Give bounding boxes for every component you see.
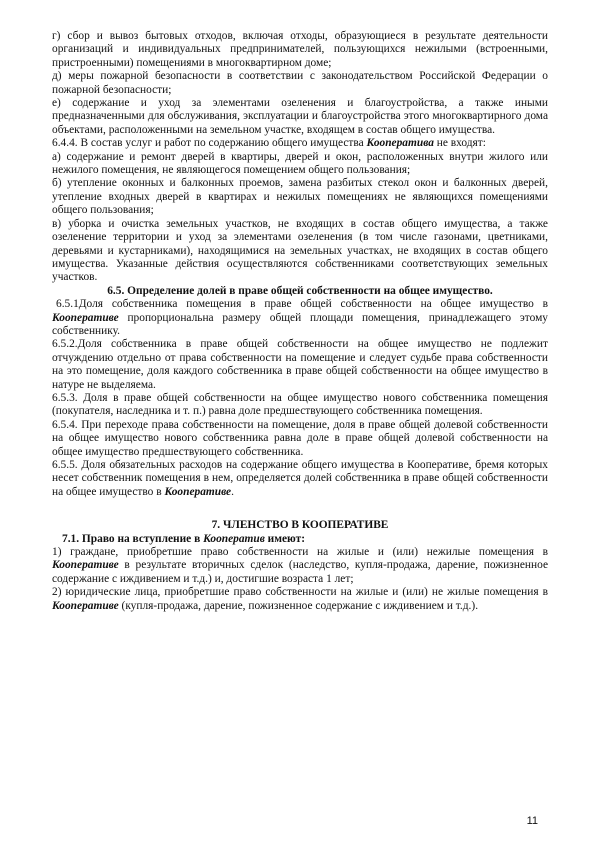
cooperative-term: Кооператив xyxy=(203,532,265,545)
section-7-title: 7. ЧЛЕНСТВО В КООПЕРАТИВЕ xyxy=(211,519,389,532)
clause-6-5-2: 6.5.2.Доля собственника в праве общей собственности на общее имущество не подлежит отчуждению отдельно от права собственности на помещение и следует судьбе права собственности на это помещение, доля каждого собственника в праве общей собственности на общее имущество в натуре не выделяема. xyxy=(52,338,548,391)
clause-text: (купля-продажа, дарение, пожизненное содержание с иждивением и т.д.). xyxy=(118,599,479,612)
item-a: а) содержание и ремонт дверей в квартиры, дверей и окон, расположенных внутри жилого или нежилого помещения, не являющегося помещением общего пользования; xyxy=(52,150,548,177)
clause-text: 7.1. Право на вступление в xyxy=(62,532,204,545)
cooperative-term: Кооперативе xyxy=(52,599,119,612)
clause-text: не входят: xyxy=(433,137,486,150)
item-v: в) уборка и очистка земельных участков, не входящих в состав общего имущества, а также озеленение территории и уход за элементами озеленения (в том числе газонами, цветниками, деревьями и кустарниками), находящимися на земельных участках, не входящих в состав общего имущества. Указанные действия осуществляются собственниками соответствующих земельных участков. xyxy=(52,217,548,284)
clause-6-5-3: 6.5.3. Доля в праве общей собственности на общее имущество нового собственника помещения (покупателя, наследника и т. п.) равна доле предшествующего собственника помещения. xyxy=(52,391,548,418)
clause-text: 1) граждане, приобретшие право собственности на жилые и (или) нежилые помещения в xyxy=(52,546,548,559)
clause-text: 2) юридические лица, приобретшие право собственности на жилые и (или) не жилые помещения в xyxy=(52,586,548,599)
clause-text: . xyxy=(231,485,234,498)
cooperative-term: Кооперативе xyxy=(164,485,232,498)
item-d: д) меры пожарной безопасности в соответствии с законодательством Российской Федерации о пожарной безопасности; xyxy=(52,70,548,96)
cooperative-term: Кооперативе xyxy=(52,311,119,324)
page-number: 11 xyxy=(526,815,538,827)
item-e: е) содержание и уход за элементами озеленения и благоустройства, а также иными предназначенными для обслуживания, эксплуатации и благоустройства этого многоквартирного дома объектами, расположенными на земельном участке, входящем в состав общего имущества. xyxy=(52,97,548,136)
clause-7-1-1 xyxy=(52,546,548,586)
clause-text: 6.4.4. В состав услуг и работ по содержанию общего имущества xyxy=(52,137,367,150)
page-body xyxy=(52,30,548,613)
clause-6-5-5 xyxy=(52,459,548,499)
clause-text: пропорциональна размеру общей площади помещения, принадлежащего этому собственнику. xyxy=(52,311,548,337)
clause-6-5-4: 6.5.4. При переходе права собственности на помещение, доля в праве общей долевой собственности на общее имущество нового собственника равна доле в праве общей долевой собственности на общее имущество предшествующего собственника. xyxy=(52,418,548,458)
clause-7-1 xyxy=(52,533,548,546)
clause-7-1-2 xyxy=(52,586,548,613)
item-b: б) утепление оконных и балконных проемов, замена разбитых стекол окон и балконных дверей, утепление входных дверей в квартирах и нежилых помещениях не являющихся помещениями общего пользования; xyxy=(52,177,548,217)
clause-6-4-4 xyxy=(52,137,548,150)
cooperative-term: Кооператива xyxy=(366,137,434,150)
clause-text: 6.5.5. Доля обязательных расходов на содержание общего имущества в Кооперативе, бремя которых несет собственник помещения в нем, определяется долей собственника в праве общей собственности на общее имущество в xyxy=(52,459,548,498)
clause-text: 6.5.1Доля собственника помещения в праве общей собственности на общее имущество в xyxy=(56,298,548,311)
clause-text: имеют: xyxy=(264,532,305,545)
item-g: г) сбор и вывоз бытовых отходов, включая отходы, образующиеся в результате деятельности организаций и индивидуальных предпринимателей, пользующихся нежилыми (встроенными, пристроенными) помещениями в многоквартирном доме; xyxy=(52,30,548,69)
heading-6-5: 6.5. Определение долей в праве общей собственности на общее имущество. xyxy=(107,284,493,297)
cooperative-term: Кооперативе xyxy=(52,559,119,572)
clause-6-5-1 xyxy=(52,298,548,338)
clause-text: в результате вторичных сделок (наследство, купля-продажа, дарение, пожизненное содержание с иждивением и т.д.) и, достигшие возраста 1 лет; xyxy=(52,559,548,585)
